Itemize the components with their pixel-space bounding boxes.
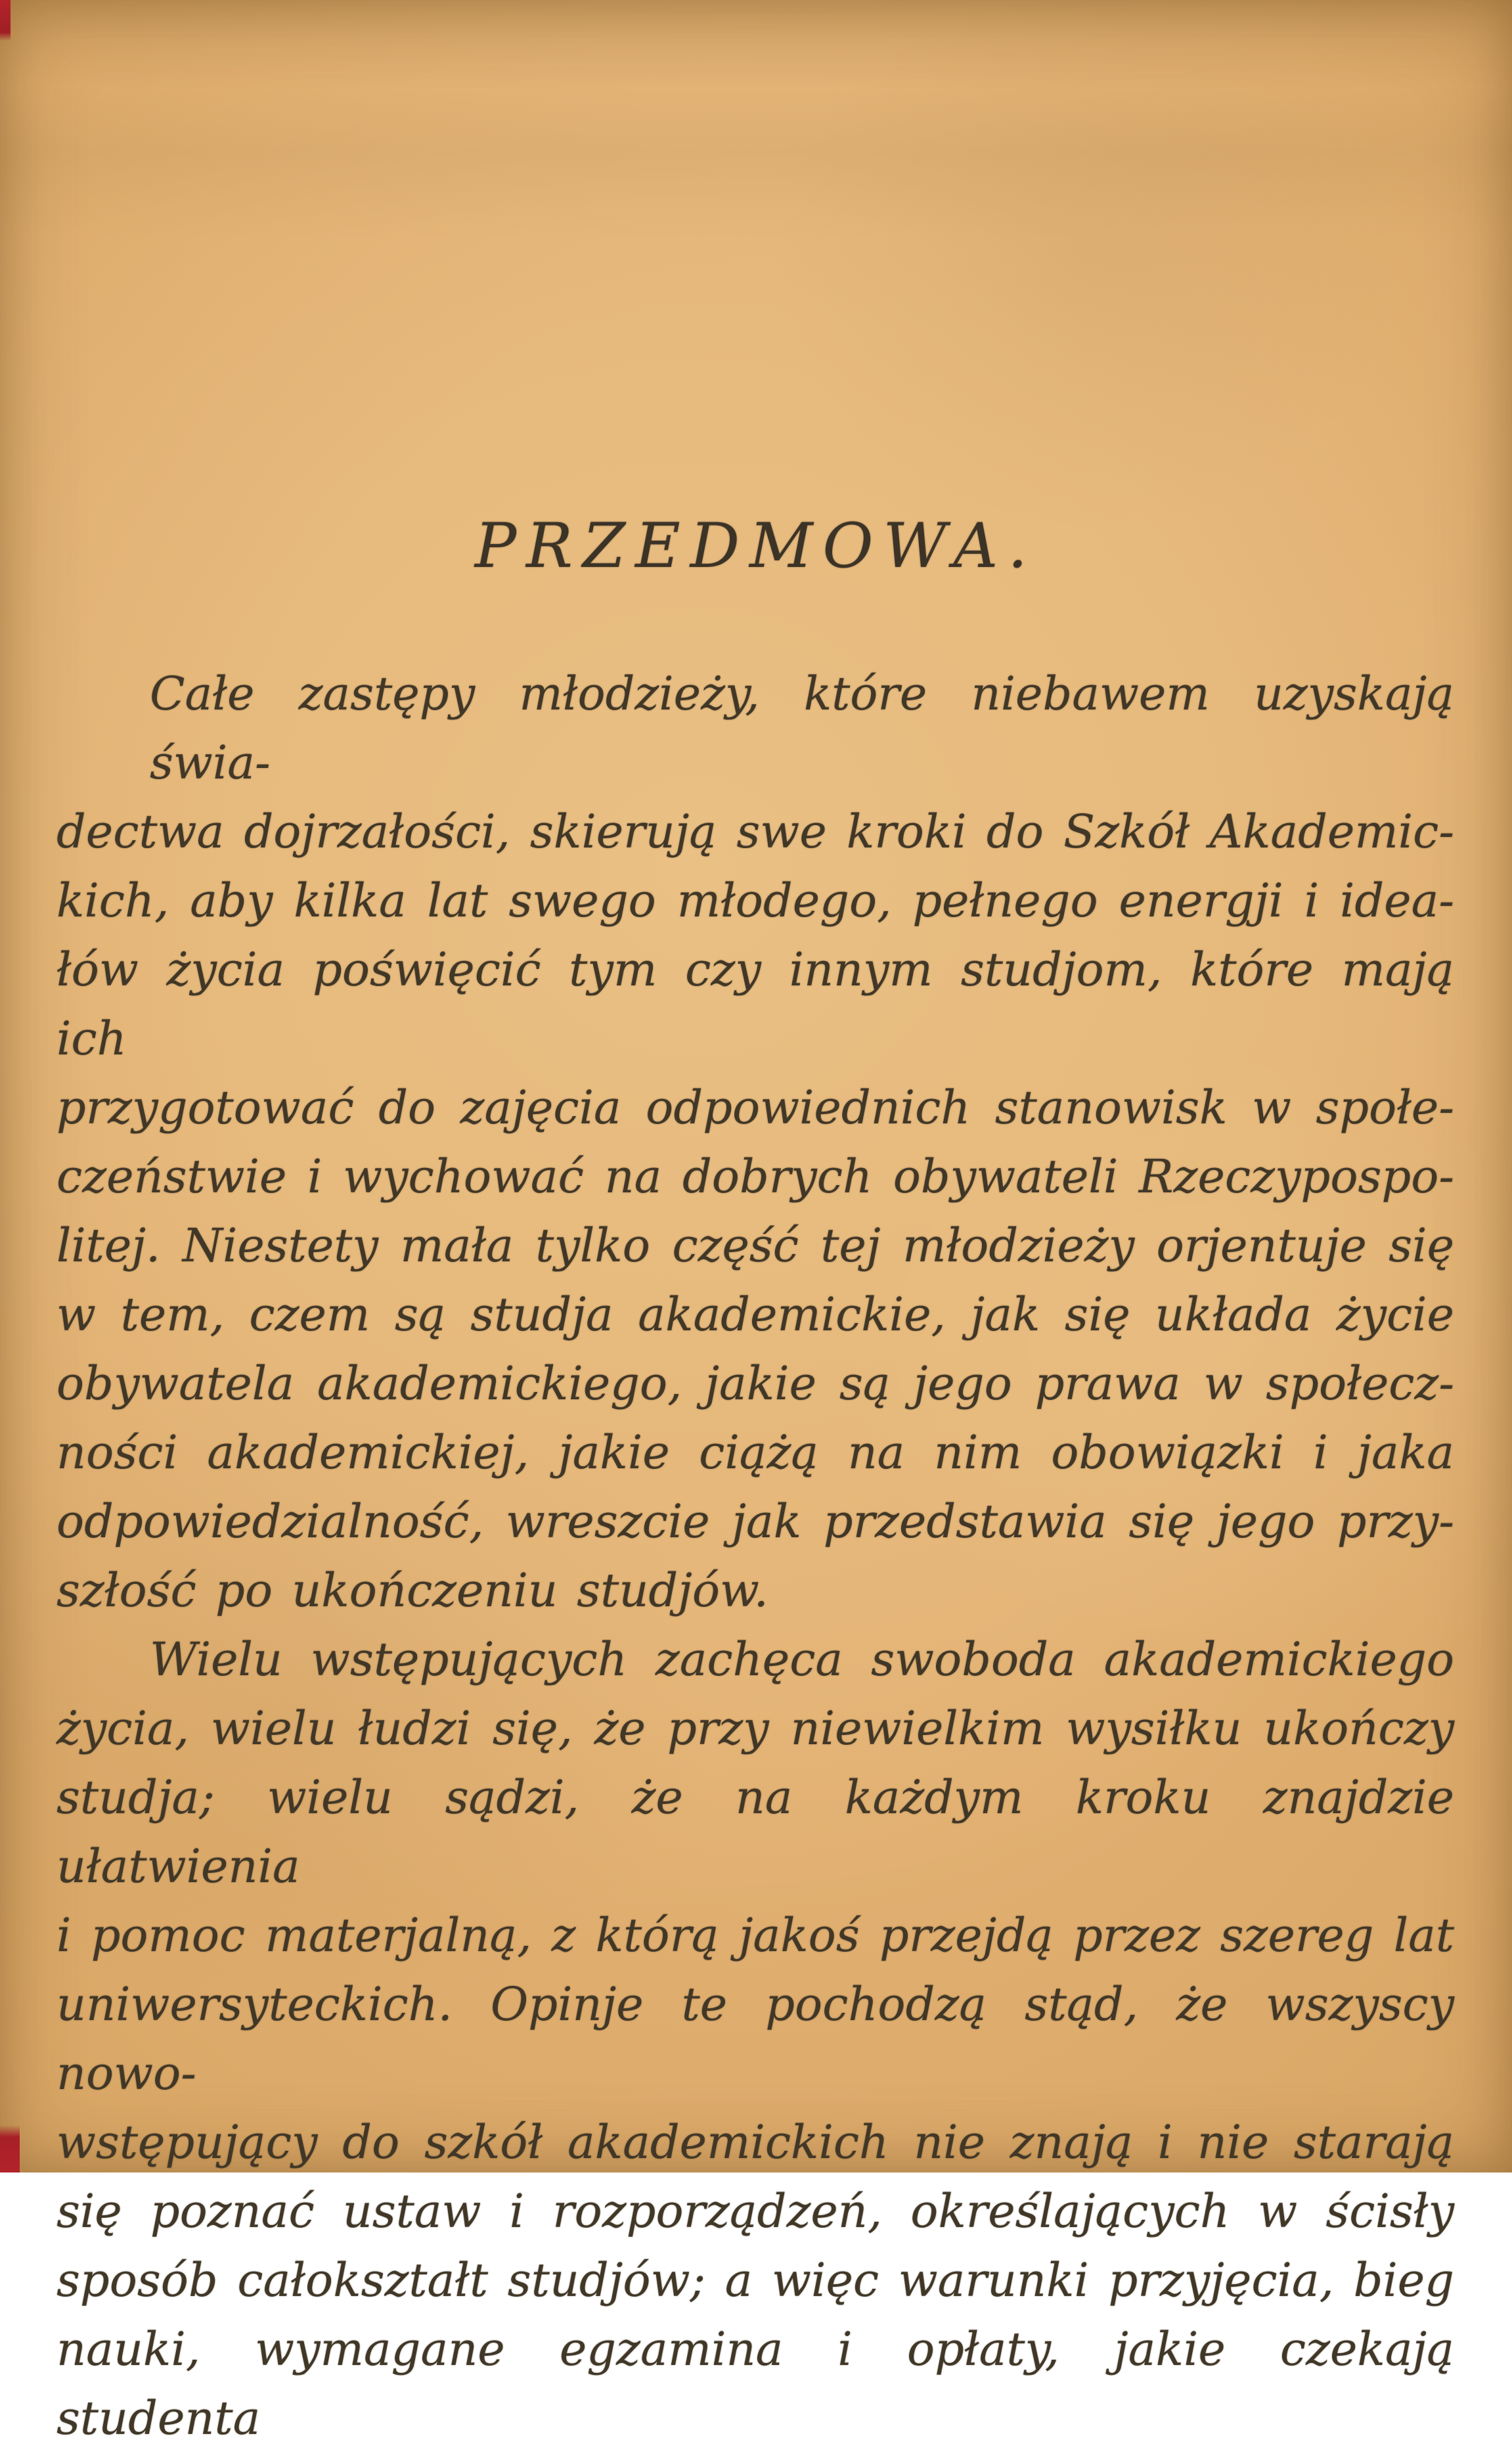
text-line: obywatela akademickiego, jakie są jego prawa w społecz- xyxy=(56,1357,1454,1411)
text-line: szłość po ukończeniu studjów. xyxy=(56,1564,768,1618)
paragraph-2 xyxy=(56,1625,1454,2453)
text-line: nauki, wymagane egzamina i opłaty, jakie czekają studenta xyxy=(56,2322,1454,2446)
red-edge-mark-top xyxy=(0,0,11,41)
text-line: litej. Niestety mała tylko część tej młodzieży orjentuje się xyxy=(56,1219,1454,1273)
text-line: wstępujący do szkół akademickich nie znają i nie starają xyxy=(56,2115,1454,2170)
text-line: się poznać ustaw i rozporządzeń, określających w ścisły xyxy=(56,2184,1454,2239)
text-line: Wielu wstępujących zachęca swoboda akademickiego xyxy=(150,1632,1454,1687)
text-line: studja; wielu sądzi, że na każdym kroku znajdzie ułatwienia xyxy=(56,1770,1454,1894)
text-line: kich, aby kilka lat swego młodego, pełnego energji i idea- xyxy=(56,874,1454,928)
text-line: Całe zastępy młodzieży, które niebawem uzyskają świa- xyxy=(150,667,1454,790)
text-line: i pomoc materjalną, z którą jakoś przejdą przez szereg lat xyxy=(56,1908,1454,1963)
paragraph-1 xyxy=(56,660,1454,1625)
text-line: w tem, czem są studja akademickie, jak się układa życie xyxy=(56,1288,1454,1342)
red-edge-mark-bottom xyxy=(0,2125,20,2172)
text-line: czeństwie i wychować na dobrych obywateli Rzeczypospo- xyxy=(56,1150,1454,1204)
text-line: dectwa dojrzałości, skierują swe kroki do Szkół Akademic- xyxy=(56,805,1454,859)
text-line: odpowiedzialność, wreszcie jak przedstawia się jego przy- xyxy=(56,1495,1454,1549)
text-line: uniwersyteckich. Opinje te pochodzą stąd, że wszyscy nowo- xyxy=(56,1977,1454,2101)
text-line: łów życia poświęcić tym czy innym studjom, które mają ich xyxy=(56,943,1454,1066)
text-line: przygotować do zajęcia odpowiednich stanowisk w społe- xyxy=(56,1081,1454,1135)
text-line: ności akademickiej, jakie ciążą na nim obowiązki i jaka xyxy=(56,1426,1454,1480)
page-title: PRZEDMOWA. xyxy=(474,510,1038,582)
text-line: życia, wielu łudzi się, że przy niewielkim wysiłku ukończy xyxy=(56,1701,1454,1756)
page-body xyxy=(0,660,1512,2453)
text-line: sposób całokształt studjów; a więc warunki przyjęcia, bieg xyxy=(56,2253,1454,2308)
